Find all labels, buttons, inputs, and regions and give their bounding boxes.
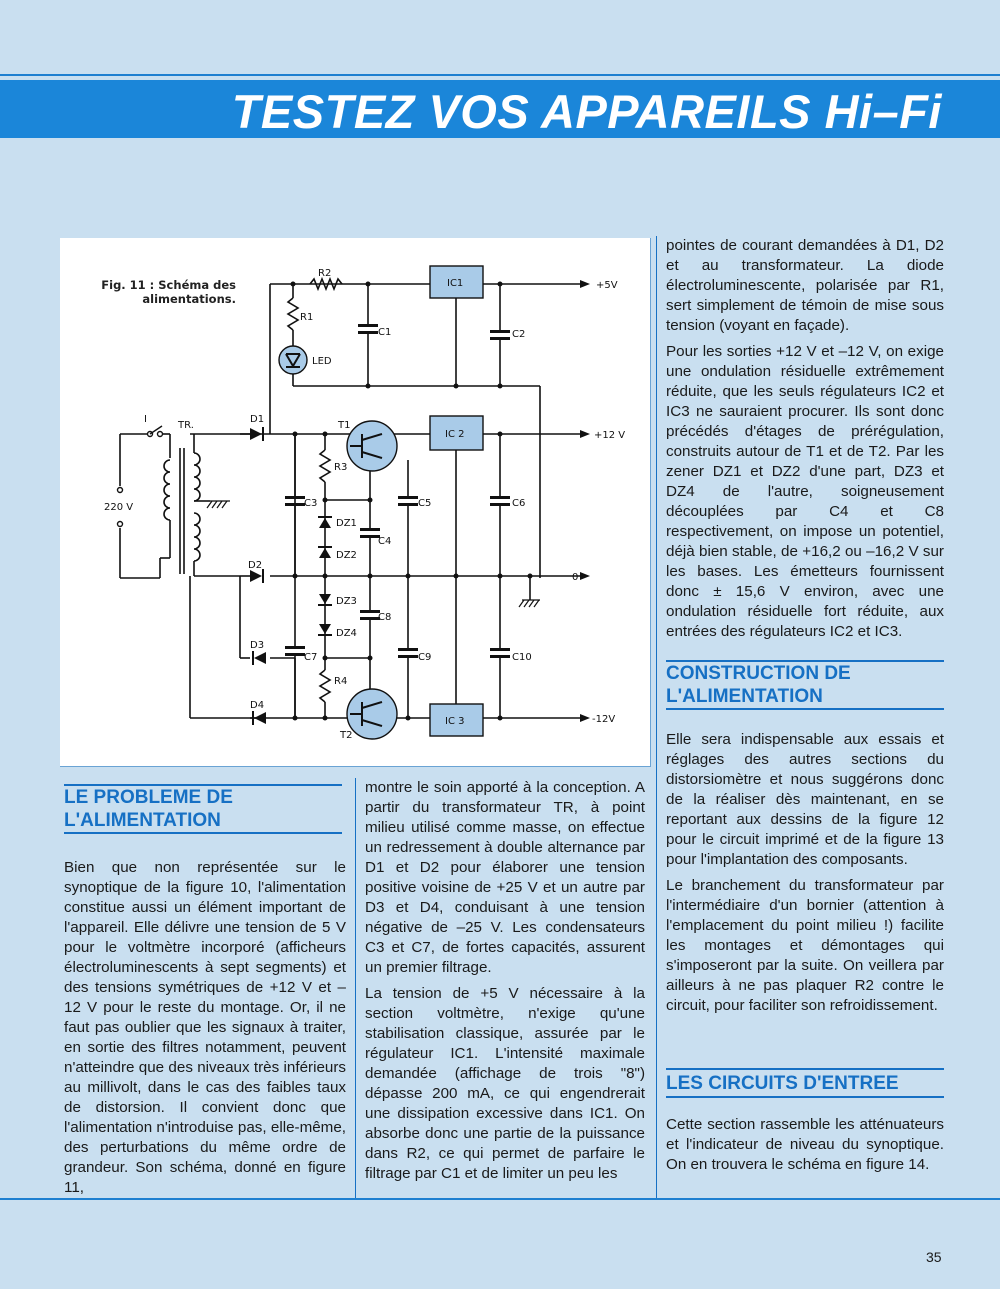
label-dz3: DZ3 bbox=[336, 596, 357, 607]
heading-rule bbox=[666, 660, 944, 662]
heading-rule bbox=[64, 832, 342, 834]
column-3-top bbox=[666, 236, 944, 648]
label-d2: D2 bbox=[248, 560, 263, 571]
section-heading-circuits: LES CIRCUITS D'ENTREE bbox=[666, 1072, 944, 1095]
label-ic2: IC 2 bbox=[445, 429, 465, 440]
heading-rule bbox=[666, 1068, 944, 1070]
heading-rule bbox=[666, 708, 944, 710]
title-band bbox=[0, 80, 1000, 138]
label-c5: C5 bbox=[418, 498, 432, 509]
heading-rule bbox=[64, 784, 342, 786]
top-rule bbox=[0, 74, 1000, 76]
column-1 bbox=[64, 858, 346, 1204]
paragraph: Bien que non représentée sur le synoptique de la figure 10, l'alimentation constitue aussi un élément important de l'appareil. Elle délivre une tension de 5 V pour le voltmètre incorporé (afficheurs électroluminescents à sept segments) et des tensions symétriques de +12 V et –12 V pour le reste du montage. Or, il ne faut pas oublier que les signaux à traiter, en sortie des filtres notamment, peuvent n'atteindre que des niveaux très inférieurs au millivolt, dans le cas des faibles taux de distorsion. Il convient donc que l'alimentation n'introduise pas, elle-même, des perturbations du même ordre de grandeur. Son schéma, donné en figure 11, bbox=[64, 859, 346, 1196]
paragraph: pointes de courant demandées à D1, D2 et au transformateur. La diode électroluminescente, polarisée par R1, sert simplement de témoin de mise sous tension (voyant en façade). bbox=[666, 237, 944, 334]
paragraph: montre le soin apporté à la conception. A partir du transformateur TR, à point milieu utilisé comme masse, on effectue un redressement à double alternance par D1 et D2 pour élaborer une tension positive voisine de +25 V et un autre par D3 et D4, conduisant à une tension négative de –25 V. Les condensateurs C3 et C7, de fortes capacités, assurent un premier filtrage. bbox=[365, 779, 645, 976]
label-c2: C2 bbox=[512, 329, 526, 340]
column-divider bbox=[656, 236, 657, 1198]
label-220v: 220 V bbox=[104, 502, 134, 513]
label-dz2: DZ2 bbox=[336, 550, 357, 561]
label-d1: D1 bbox=[250, 414, 265, 425]
label-plus12v: +12 V bbox=[594, 430, 626, 441]
label-r4: R4 bbox=[334, 676, 348, 687]
label-r1: R1 bbox=[300, 312, 314, 323]
label-t1: T1 bbox=[338, 420, 351, 431]
label-d3: D3 bbox=[250, 640, 265, 651]
label-c4: C4 bbox=[378, 536, 392, 547]
paragraph: Pour les sorties +12 V et –12 V, on exige une ondulation résiduelle extrêmement réduite, que les seuls régulateurs IC2 et IC3 ne sauraient procurer. Ils sont donc précédés d'étages de prérégulation, construits autour de T1 et de T2. Par les zener DZ1 et DZ2 d'une part, DZ3 et DZ4 de l'autre, soigneusement découplées par C4 et C8 respectivement, on impose un potentiel, déjà bien stable, de +16,2 ou –16,2 V sur les bases. Les émetteurs fournissent donc ± 15,6 V environ, avec une ondulation résiduelle fort réduite, aux entrées des régulateurs IC2 et IC3. bbox=[666, 343, 944, 640]
label-ic3: IC 3 bbox=[445, 716, 465, 727]
label-zero: 0 bbox=[572, 572, 579, 583]
figure-11 bbox=[60, 238, 651, 767]
schematic-diagram bbox=[60, 238, 650, 766]
column-2 bbox=[365, 778, 645, 1190]
paragraph: Le branchement du transformateur par l'intermédiaire d'un bornier (attention à l'emplacement du point milieu !) facilite les montages et démontages qui s'imposeront par la suite. On veillera par ailleurs à ne pas plaquer R2 contre le circuit, pour faciliter son refroidissement. bbox=[666, 877, 944, 1014]
label-transformer: TR. bbox=[178, 420, 194, 431]
page-title: TESTEZ VOS APPAREILS Hi–Fi bbox=[231, 85, 942, 138]
label-t2: T2 bbox=[340, 730, 353, 741]
label-led: LED bbox=[312, 356, 332, 367]
label-d4: D4 bbox=[250, 700, 265, 711]
label-c1: C1 bbox=[378, 327, 392, 338]
heading-rule bbox=[666, 1096, 944, 1098]
label-plus5v: +5V bbox=[596, 280, 618, 291]
label-r2: R2 bbox=[318, 268, 332, 279]
label-switch: I bbox=[144, 414, 147, 425]
section-heading-probleme: LE PROBLEME DE L'ALIMENTATION bbox=[64, 784, 342, 832]
label-dz1: DZ1 bbox=[336, 518, 357, 529]
paragraph: La tension de +5 V nécessaire à la section voltmètre, n'exige qu'une stabilisation classique, assurée par le régulateur IC1. L'intensité maximale demandée (affichage de trois "8") dépasse 200 mA, ce qui engendrerait une dissipation excessive dans IC1. On absorbe donc une partie de la puissance dans R2, ce qui permet de parfaire le filtrage par C1 et de limiter un peu les bbox=[365, 985, 645, 1182]
column-3-middle bbox=[666, 730, 944, 1022]
label-c6: C6 bbox=[512, 498, 526, 509]
label-c7: C7 bbox=[304, 652, 318, 663]
label-c8: C8 bbox=[378, 612, 392, 623]
label-ic1: IC1 bbox=[447, 278, 464, 289]
figure-caption: Fig. 11 : Schéma des alimentations. bbox=[101, 278, 236, 306]
column-divider bbox=[355, 778, 356, 1198]
bottom-rule bbox=[0, 1198, 1000, 1200]
label-minus12v: -12V bbox=[592, 714, 616, 725]
label-dz4: DZ4 bbox=[336, 628, 357, 639]
section-heading-construction: CONSTRUCTION DE L'ALIMENTATION bbox=[666, 660, 944, 708]
column-3-bottom bbox=[666, 1115, 944, 1181]
paragraph: Cette section rassemble les atténuateurs et l'indicateur de niveau du synoptique. On en trouvera le schéma en figure 14. bbox=[666, 1116, 944, 1173]
label-r3: R3 bbox=[334, 462, 348, 473]
paragraph: Elle sera indispensable aux essais et réglages des autres sections du distorsiomètre et nous suggérons donc de la réaliser dès maintenant, en se reportant aux dessins de la figure 12 pour le circuit imprimé et de la figure 13 pour l'implantation des composants. bbox=[666, 731, 944, 868]
page-number: 35 bbox=[926, 1249, 942, 1265]
label-c9: C9 bbox=[418, 652, 432, 663]
label-c10: C10 bbox=[512, 652, 532, 663]
label-c3: C3 bbox=[304, 498, 318, 509]
